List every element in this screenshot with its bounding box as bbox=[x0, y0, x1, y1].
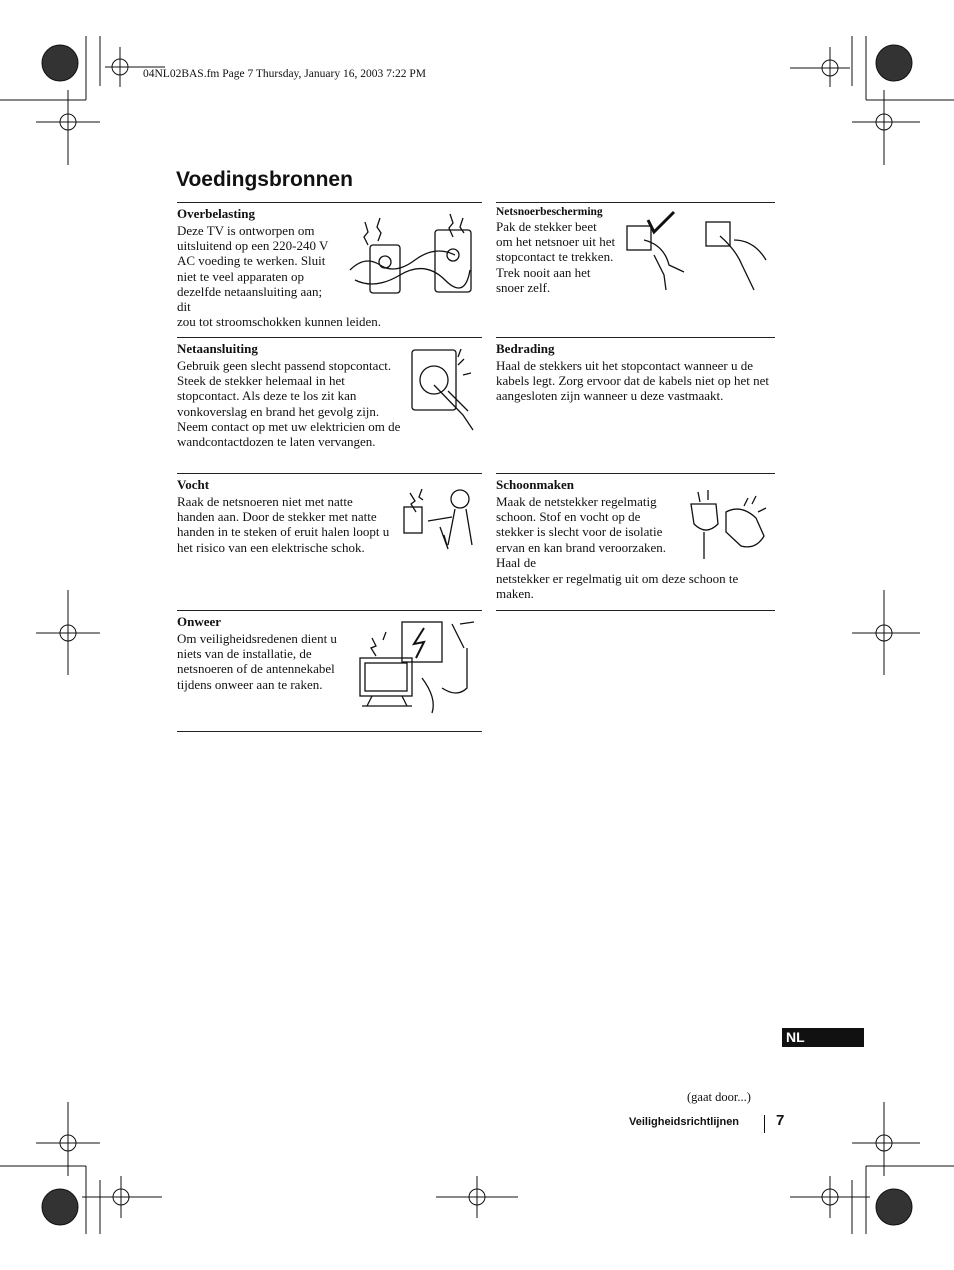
section-heading: Netaansluiting bbox=[177, 341, 258, 356]
section-text-2: netstekker er regelmatig uit om deze schoon te maken. bbox=[496, 571, 739, 602]
section-text: Pak de stekker beet om het netsnoer uit het stopcontact te trekken. Trek nooit aan het snoer zelf. bbox=[496, 219, 616, 295]
section-heading: Schoonmaken bbox=[496, 477, 575, 492]
section-text: Om veiligheidsredenen dient u niets van de installatie, de netsnoeren of de antennekabel tijdens onweer aan te raken. bbox=[177, 631, 337, 692]
section-heading: Bedrading bbox=[496, 341, 555, 356]
section-heading: Onweer bbox=[177, 614, 222, 629]
cleaning-plug-illustration bbox=[686, 484, 774, 562]
overload-illustration bbox=[345, 210, 480, 300]
file-info: 04NL02BAS.fm Page 7 Thursday, January 16, 2003 7:22 PM bbox=[143, 68, 427, 80]
section-text: Gebruik geen slecht passend stopcontact. Steek de stekker helemaal in het stopcontact. Als deze te los zit kan vonkoverslag en brand het gevolg zijn. Neem contact op met uw elektricien om de wandcontactdozen te laten vervangen. bbox=[177, 358, 401, 450]
lightning-tv-illustration bbox=[352, 618, 480, 716]
footer-section-title: Veiligheidsrichtlijnen bbox=[629, 1116, 740, 1128]
cord-protection-illustration bbox=[624, 210, 772, 292]
section-text-1: Deze TV is ontworpen om uitsluitend op een 220-240 V AC voeding te werken. Sluit niet te veel apparaten op dezelfde netaansluiting aan; dit bbox=[177, 223, 329, 315]
plug-socket-illustration bbox=[408, 345, 480, 435]
section-text-2: zou tot stroomschokken kunnen leiden. bbox=[177, 314, 381, 329]
section-bedrading bbox=[496, 338, 775, 404]
section-heading: Vocht bbox=[177, 477, 210, 492]
section-heading: Netsnoerbescherming bbox=[496, 206, 603, 218]
divider bbox=[177, 731, 482, 732]
section-heading: Overbelasting bbox=[177, 206, 255, 221]
continued-note: (gaat door...) bbox=[687, 1090, 751, 1104]
section-text: Haal de stekkers uit het stopcontact wanneer u de kabels legt. Zorg ervoor dat de kabels niet op het net aangesloten zijn wanneer u deze vastmaakt. bbox=[496, 358, 770, 404]
divider bbox=[496, 610, 775, 611]
wet-hands-illustration bbox=[400, 485, 482, 557]
page-title: Voedingsbronnen bbox=[176, 168, 353, 191]
language-tab: NL bbox=[782, 1028, 864, 1047]
section-text: Raak de netsnoeren niet met natte handen aan. Door de stekker met natte handen in te steken of eruit halen loopt u het risico van een elektrische schok. bbox=[177, 494, 390, 555]
page-number: 7 bbox=[776, 1112, 785, 1129]
section-text-1: Maak de netstekker regelmatig schoon. Stof en vocht op de stekker is slecht voor de isolatie ervan en kan brand veroorzaken. Haal de bbox=[496, 494, 666, 570]
footer-divider bbox=[764, 1115, 765, 1133]
